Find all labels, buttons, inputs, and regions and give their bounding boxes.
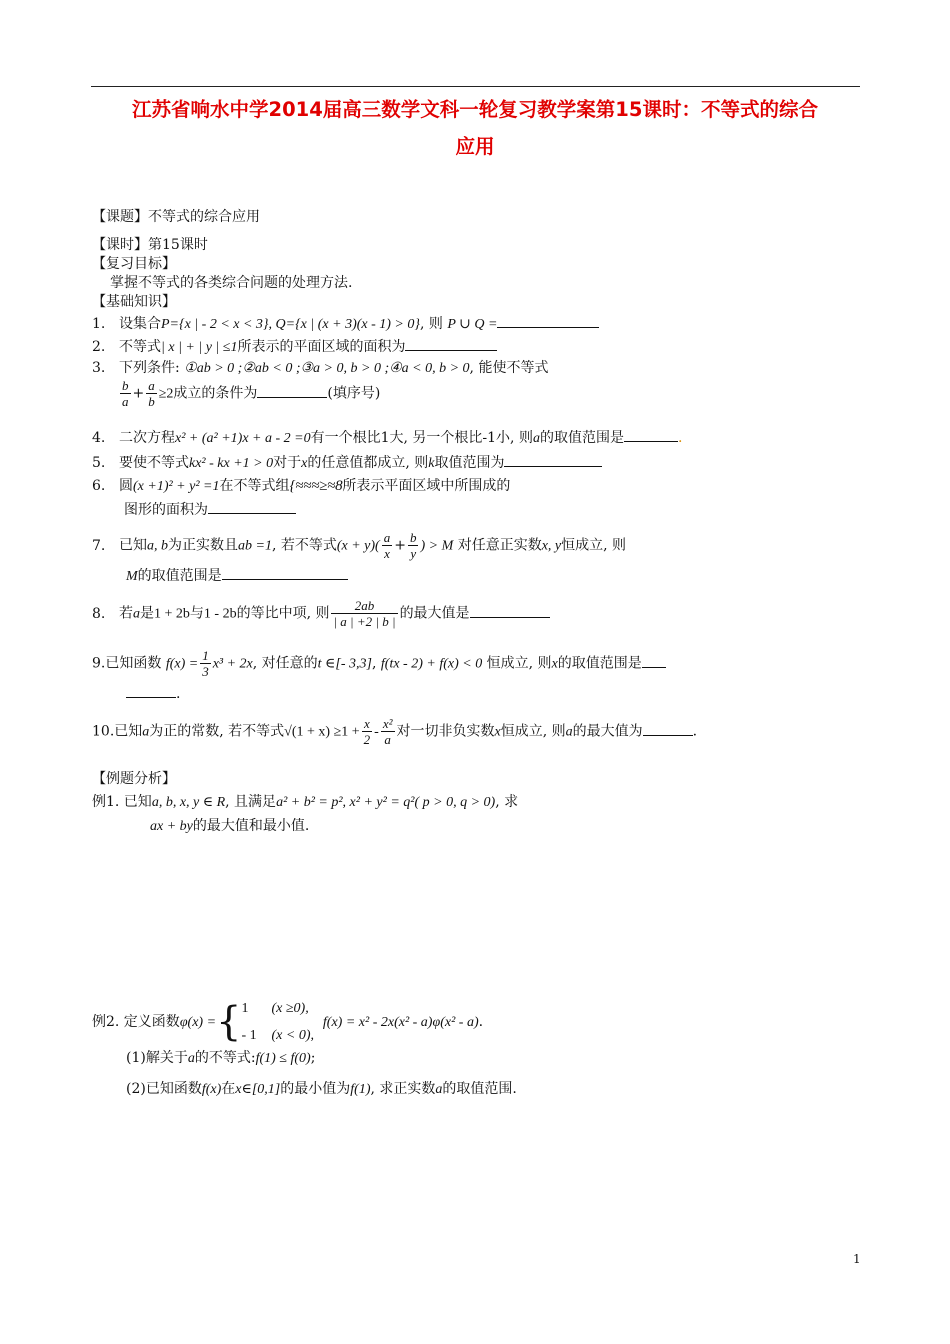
problem-7-cont [126,566,348,586]
problem-text: , 求 [495,794,519,810]
problem-text: 对一切非负实数 [396,723,495,740]
problem-text: , 则 [419,316,443,332]
piecewise-cases [242,995,315,1049]
problem-6-cont [124,500,296,519]
problem-text: 的最大值和最小值. [192,818,310,834]
math-expression: 1 + 2b [154,606,190,622]
math-expression: x, y [541,538,562,554]
problem-text: 若 [119,605,133,622]
fraction [120,378,131,409]
problem-text: 所表示的平面区域的面积为 [237,339,406,355]
problem-number: 9. [92,655,106,672]
example-2-part-2 [126,1080,517,1099]
case-row [242,1022,315,1049]
problem-2 [92,337,497,357]
problem-text: (填序号) [327,385,381,402]
math-expression: a [435,1082,443,1097]
answer-blank [257,384,327,398]
math-expression: a [187,1051,195,1066]
goal-text: 掌握不等式的各类综合问题的处理方法. [110,275,353,291]
math-expression: ax + by [150,819,193,834]
fraction [381,716,395,747]
problem-text: 的等比中项, 则 [236,605,330,622]
problem-text: 取值范围为 [434,455,505,471]
topic-line [92,208,260,226]
stray-dot: . [677,430,683,446]
problem-text: . [478,1014,484,1030]
header-rule [91,86,860,87]
math-expression: f(x) [201,1082,222,1097]
problem-text: 已知 [114,723,143,740]
denominator: | a | +2 | b | [333,614,396,629]
problem-text: 有一个根比1大, 另一个根比-1小, 则 [310,430,533,446]
case-row [242,995,315,1022]
answer-blank [624,428,678,442]
garbled-inequality-system: { ≈ ≈ ≈ ≥ ≈ 8 [289,478,343,494]
problem-5 [92,453,602,473]
page-title [80,91,870,165]
answer-blank [643,722,693,736]
math-expression: x∈[0,1] [235,1082,281,1097]
lesson-value: 第15课时 [148,237,208,253]
math-expression: 1 - 2b [203,606,237,622]
math-expression: a² + b² = p², x² + y² = q²( p > 0, q > 0) [276,795,496,810]
answer-blank [470,604,550,618]
math-expression: x³ + 2x [212,656,253,672]
problem-text: 的最大值是 [399,605,470,622]
fraction [408,530,419,561]
math-expression: a, b [147,538,168,554]
example-1 [92,793,518,812]
problem-7: 7. 已知a, b为正实数且ab =1, 若不等式(x + y)( $\frac{a}{x}$ + $\frac{b}{y}$ ) > M 对任意正实数x, y恒成立, 则 [92,530,627,561]
problem-number: 7. [92,537,106,554]
problem-text: 的最大值为 [572,723,643,740]
problem-text: 不等式 [119,339,161,355]
math-expression: a, b, x, y ∈ R [151,795,226,810]
problem-text: , [371,655,377,672]
numerator: 2ab [354,598,375,613]
examples-heading: 【例题分析】 [92,771,176,787]
math-expression: kx² - kx +1 > 0 [189,456,274,471]
answer-blank [504,453,602,467]
problem-text: 恒成立, 则 [500,723,566,740]
lesson-line [92,236,208,254]
problem-number: 5. [92,455,106,471]
basics-heading: 【基础知识】 [92,294,176,310]
answer-blank [405,337,497,351]
numerator: 1 [202,648,209,663]
math-expression: (x + y)( [336,538,380,554]
answer-blank [222,566,348,580]
math-expression: f(tx - 2) + f(x) < 0 [380,656,483,672]
problem-text: 下列条件: [119,360,185,376]
math-expression: a [133,606,140,622]
problem-text: 成立的条件为 [173,385,258,402]
numerator: x [364,716,370,731]
answer-blank [208,500,296,514]
problem-4 [92,428,682,448]
problem-number: 4. [92,430,106,446]
math-expression: | x | + | y | ≤1 [161,340,238,355]
answer-blank [642,654,666,668]
example-2 [92,995,483,1049]
math-expression: - [374,724,379,740]
problem-text: , 且满足 [225,794,277,810]
math-expression: f(x) = [165,656,199,672]
problem-text: 圆 [119,478,133,494]
problem-text: 在 [221,1081,236,1097]
problem-text: , 若不等式 [271,537,337,554]
problem-text: 的取值范围是 [137,568,222,584]
problem-text: 为正的常数, 若不等式 [149,723,285,740]
math-expression: x [551,656,558,672]
denominator: y [408,545,419,561]
example-1-cont [150,817,309,836]
title-line-1: 江苏省响水中学2014届高三数学文科一轮复习教学案第15课时：不等式的综合 [132,98,818,121]
problem-10 [92,716,697,747]
lesson-label: 【课时】 [92,237,148,253]
problem-text: 的取值范围是 [539,430,624,446]
topic-label: 【课题】 [92,209,148,225]
problem-text: 例2. 定义函数 [92,1014,180,1030]
math-expression: x² + (a² +1)x + a - 2 =0 [175,431,311,446]
problem-number: 3. [92,360,106,376]
problem-text: 二次方程 [119,430,175,446]
denominator: 3 [202,664,209,679]
problem-text: 图形的面积为 [124,502,208,518]
problem-text: 对任意正实数 [457,537,542,554]
math-expression: M [126,569,138,584]
fraction [362,716,373,747]
math-expression: a [565,724,573,740]
title-line-2: 应用 [455,135,495,158]
page-number: 1 [853,1252,861,1266]
math-expression: √(1 + x) ≥1 + [284,724,360,740]
fraction [146,378,157,409]
case-condition: (x < 0), [271,1028,314,1043]
math-expression: t ∈[- 3,3] [317,656,372,672]
example-2-part-1 [126,1049,315,1068]
math-expression: P ∪ Q = [447,317,498,332]
denominator: x [382,545,393,561]
math-expression: P={x | - 2 < x < 3}, Q={x | (x + 3)(x - 1) > 0} [161,317,420,332]
case-condition: (x ≥0), [271,1001,309,1016]
problem-number: 2. [92,339,106,355]
problem-text: , 对任意的 [252,655,318,672]
math-expression: f(1) [350,1082,371,1097]
math-expression: x [301,456,308,471]
problem-number: 8. [92,605,106,622]
problem-9-cont [126,684,180,703]
problem-number: 1. [92,316,106,332]
problem-text: 设集合 [119,316,161,332]
answer-blank [126,684,176,698]
answer-blank [497,314,599,328]
numerator: a [148,378,155,393]
left-brace: { [216,999,242,1045]
math-expression: ) > M [420,538,454,554]
problem-text: 要使不等式 [119,455,189,471]
problem-text: 的取值范围. [442,1081,517,1097]
problem-text: 是 [140,605,154,622]
problem-text: 的取值范围是 [557,655,642,672]
problem-3 [92,359,548,378]
math-expression: φ(x) = [179,1015,217,1030]
denominator: b [148,394,155,409]
problem-text: 在不等式组 [219,478,290,494]
denominator: a [381,731,395,747]
case-value: - 1 [241,1028,257,1043]
numerator: b [122,378,129,393]
problem-text: 为正实数且 [168,537,238,554]
problem-text: 所表示平面区域中所围成的 [342,478,511,494]
math-expression: a [532,431,540,446]
problem-text: 例1. 已知 [92,794,152,810]
problem-text: 与 [189,605,204,622]
problem-text: 的不等式: [194,1050,256,1066]
math-expression: ab =1 [238,538,272,554]
problem-3-cont: $\frac{b}{a}$ + $\frac{a}{b}$ ≥2成立的条件为 (填序号) [122,378,381,409]
math-expression: ①ab > 0 ;②ab < 0 ;③a > 0, b > 0 ;④a < 0, b > 0 [184,361,470,376]
problem-text: 的最小值为 [280,1081,351,1097]
problem-text: ; [310,1050,316,1066]
numerator: a [383,530,391,545]
numerator: b [409,530,417,545]
fraction [331,598,397,629]
problem-number: 6. [92,478,106,494]
math-expression: f(x) = x² - 2x(x² - a)φ(x² - a) [322,1015,479,1030]
problem-6 [92,477,510,496]
problem-9 [92,648,666,679]
math-expression: (x +1)² + y² =1 [133,479,220,494]
problem-number: 10. [92,723,115,740]
math-expression: k [428,456,435,471]
problem-text: (2)已知函数 [126,1081,202,1097]
problem-text: . [176,686,181,702]
math-expression: ≥2 [158,386,174,402]
goal-heading: 【复习目标】 [92,256,176,272]
topic-value: 不等式的综合应用 [148,209,260,225]
problem-text: 对于 [273,455,302,471]
problem-text: 的任意值都成立, 则 [307,455,429,471]
problem-8 [92,598,550,629]
problem-text: , 求正实数 [370,1081,436,1097]
math-expression: x [494,724,501,740]
problem-text: 恒成立, 则 [561,537,627,554]
problem-text: , 能使不等式 [469,360,549,376]
problem-text: 恒成立, 则 [486,655,552,672]
problem-text: 已知函数 [105,655,162,672]
fraction [382,530,393,561]
problem-text: 已知 [119,537,147,554]
problem-text: (1)解关于 [126,1050,188,1066]
denominator: 2 [363,732,371,747]
problem-1 [92,314,599,334]
math-expression: f(1) ≤ f(0) [255,1051,311,1066]
problem-text: . [692,723,698,740]
fraction [200,648,211,679]
numerator: x² [382,716,393,731]
math-expression: a [142,724,150,740]
case-value: 1 [241,1001,249,1016]
denominator: a [122,394,129,409]
